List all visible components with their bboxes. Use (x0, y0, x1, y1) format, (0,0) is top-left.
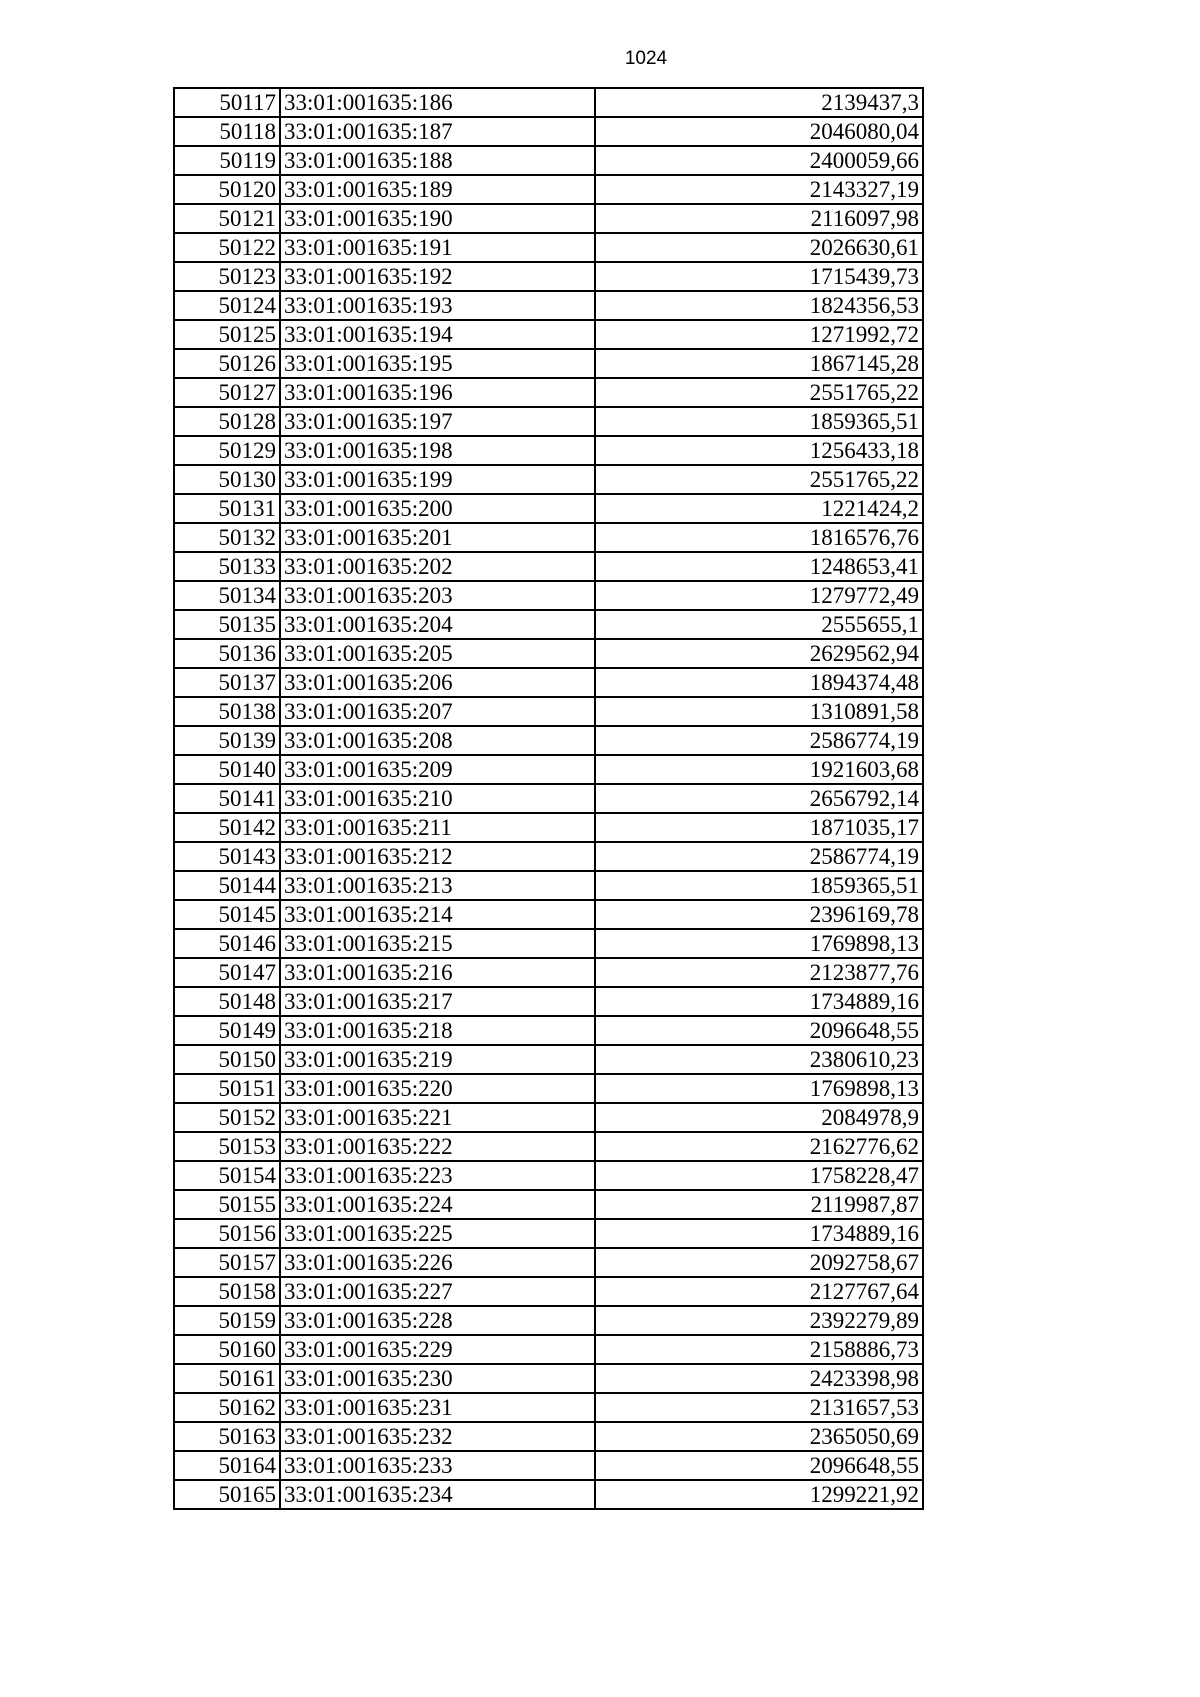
cadastral-number-cell: 33:01:001635:209 (280, 755, 595, 784)
cadastral-number-cell: 33:01:001635:202 (280, 552, 595, 581)
table-row (174, 1277, 923, 1306)
row-number-cell: 50139 (174, 726, 280, 755)
cadastral-number-cell: 33:01:001635:229 (280, 1335, 595, 1364)
cadastral-value-cell: 1299221,92 (595, 1480, 923, 1509)
cadastral-value-cell: 1921603,68 (595, 755, 923, 784)
cadastral-number-cell: 33:01:001635:226 (280, 1248, 595, 1277)
table-row (174, 697, 923, 726)
cadastral-value-cell: 2551765,22 (595, 378, 923, 407)
table-row (174, 871, 923, 900)
row-number-cell: 50153 (174, 1132, 280, 1161)
cadastral-number-cell: 33:01:001635:217 (280, 987, 595, 1016)
cadastral-number-cell: 33:01:001635:196 (280, 378, 595, 407)
table-row (174, 987, 923, 1016)
row-number-cell: 50135 (174, 610, 280, 639)
cadastral-value-cell: 1221424,2 (595, 494, 923, 523)
cadastral-value-cell: 2365050,69 (595, 1422, 923, 1451)
row-number-cell: 50140 (174, 755, 280, 784)
row-number-cell: 50120 (174, 175, 280, 204)
row-number-cell: 50162 (174, 1393, 280, 1422)
cadastral-number-cell: 33:01:001635:211 (280, 813, 595, 842)
table-row (174, 1306, 923, 1335)
cadastral-number-cell: 33:01:001635:189 (280, 175, 595, 204)
cadastral-value-cell: 2139437,3 (595, 88, 923, 117)
table-row (174, 320, 923, 349)
table-row (174, 1132, 923, 1161)
table-row (174, 1335, 923, 1364)
cadastral-number-cell: 33:01:001635:207 (280, 697, 595, 726)
row-number-cell: 50145 (174, 900, 280, 929)
cadastral-number-cell: 33:01:001635:227 (280, 1277, 595, 1306)
row-number-cell: 50130 (174, 465, 280, 494)
cadastral-number-cell: 33:01:001635:220 (280, 1074, 595, 1103)
cadastral-number-cell: 33:01:001635:223 (280, 1161, 595, 1190)
cadastral-value-cell: 1256433,18 (595, 436, 923, 465)
cadastral-number-cell: 33:01:001635:212 (280, 842, 595, 871)
table-row (174, 465, 923, 494)
table-row (174, 639, 923, 668)
cadastral-value-cell: 2143327,19 (595, 175, 923, 204)
cadastral-number-cell: 33:01:001635:190 (280, 204, 595, 233)
cadastral-value-cell: 2400059,66 (595, 146, 923, 175)
cadastral-number-cell: 33:01:001635:192 (280, 262, 595, 291)
table-row (174, 900, 923, 929)
cadastral-value-cell: 1816576,76 (595, 523, 923, 552)
cadastral-value-cell: 1271992,72 (595, 320, 923, 349)
cadastral-number-cell: 33:01:001635:221 (280, 1103, 595, 1132)
cadastral-value-cell: 2158886,73 (595, 1335, 923, 1364)
row-number-cell: 50136 (174, 639, 280, 668)
table-row (174, 813, 923, 842)
table-row (174, 436, 923, 465)
cadastral-number-cell: 33:01:001635:206 (280, 668, 595, 697)
cadastral-value-cell: 1734889,16 (595, 1219, 923, 1248)
cadastral-number-cell: 33:01:001635:230 (280, 1364, 595, 1393)
table-row (174, 958, 923, 987)
cadastral-value-cell: 2551765,22 (595, 465, 923, 494)
cadastral-value-cell: 1824356,53 (595, 291, 923, 320)
row-number-cell: 50150 (174, 1045, 280, 1074)
row-number-cell: 50129 (174, 436, 280, 465)
cadastral-value-cell: 2392279,89 (595, 1306, 923, 1335)
row-number-cell: 50151 (174, 1074, 280, 1103)
row-number-cell: 50127 (174, 378, 280, 407)
table-row (174, 1103, 923, 1132)
cadastral-number-cell: 33:01:001635:215 (280, 929, 595, 958)
row-number-cell: 50132 (174, 523, 280, 552)
page-number: 1024 (624, 48, 668, 69)
cadastral-value-cell: 1859365,51 (595, 871, 923, 900)
cadastral-value-cell: 2131657,53 (595, 1393, 923, 1422)
row-number-cell: 50141 (174, 784, 280, 813)
row-number-cell: 50119 (174, 146, 280, 175)
table-row (174, 784, 923, 813)
table-row (174, 1393, 923, 1422)
table-row (174, 726, 923, 755)
cadastral-number-cell: 33:01:001635:231 (280, 1393, 595, 1422)
cadastral-number-cell: 33:01:001635:233 (280, 1451, 595, 1480)
cadastral-number-cell: 33:01:001635:234 (280, 1480, 595, 1509)
table-row (174, 755, 923, 784)
row-number-cell: 50158 (174, 1277, 280, 1306)
row-number-cell: 50147 (174, 958, 280, 987)
cadastral-number-cell: 33:01:001635:228 (280, 1306, 595, 1335)
cadastral-number-cell: 33:01:001635:203 (280, 581, 595, 610)
row-number-cell: 50117 (174, 88, 280, 117)
cadastral-number-cell: 33:01:001635:224 (280, 1190, 595, 1219)
cadastral-value-cell: 2119987,87 (595, 1190, 923, 1219)
cadastral-number-cell: 33:01:001635:197 (280, 407, 595, 436)
cadastral-value-cell: 2084978,9 (595, 1103, 923, 1132)
table-row (174, 581, 923, 610)
table-row (174, 523, 923, 552)
row-number-cell: 50156 (174, 1219, 280, 1248)
cadastral-value-cell: 2162776,62 (595, 1132, 923, 1161)
row-number-cell: 50131 (174, 494, 280, 523)
cadastral-value-cell: 2380610,23 (595, 1045, 923, 1074)
cadastral-number-cell: 33:01:001635:232 (280, 1422, 595, 1451)
table-row (174, 668, 923, 697)
table-row (174, 233, 923, 262)
cadastral-number-cell: 33:01:001635:204 (280, 610, 595, 639)
cadastral-value-cell: 1734889,16 (595, 987, 923, 1016)
table-row (174, 1219, 923, 1248)
row-number-cell: 50122 (174, 233, 280, 262)
cadastral-number-cell: 33:01:001635:208 (280, 726, 595, 755)
cadastral-value-cell: 1867145,28 (595, 349, 923, 378)
row-number-cell: 50157 (174, 1248, 280, 1277)
row-number-cell: 50161 (174, 1364, 280, 1393)
cadastral-number-cell: 33:01:001635:213 (280, 871, 595, 900)
table-row (174, 1074, 923, 1103)
cadastral-value-cell: 2096648,55 (595, 1451, 923, 1480)
cadastral-value-cell: 2096648,55 (595, 1016, 923, 1045)
row-number-cell: 50124 (174, 291, 280, 320)
cadastral-number-cell: 33:01:001635:188 (280, 146, 595, 175)
table-row (174, 146, 923, 175)
cadastral-value-cell: 2123877,76 (595, 958, 923, 987)
table-body (174, 88, 923, 1509)
table-row (174, 1422, 923, 1451)
cadastral-value-cell: 2656792,14 (595, 784, 923, 813)
row-number-cell: 50149 (174, 1016, 280, 1045)
cadastral-number-cell: 33:01:001635:219 (280, 1045, 595, 1074)
cadastral-number-cell: 33:01:001635:205 (280, 639, 595, 668)
table-row (174, 1161, 923, 1190)
cadastral-value-cell: 1769898,13 (595, 1074, 923, 1103)
row-number-cell: 50134 (174, 581, 280, 610)
row-number-cell: 50148 (174, 987, 280, 1016)
cadastral-value-cell: 1279772,49 (595, 581, 923, 610)
table-row (174, 1480, 923, 1509)
row-number-cell: 50126 (174, 349, 280, 378)
row-number-cell: 50128 (174, 407, 280, 436)
table-row (174, 1364, 923, 1393)
cadastral-value-cell: 1859365,51 (595, 407, 923, 436)
row-number-cell: 50160 (174, 1335, 280, 1364)
table-row (174, 1016, 923, 1045)
cadastral-value-cell: 2586774,19 (595, 726, 923, 755)
row-number-cell: 50155 (174, 1190, 280, 1219)
cadastral-number-cell: 33:01:001635:222 (280, 1132, 595, 1161)
cadastral-value-cell: 2116097,98 (595, 204, 923, 233)
cadastral-number-cell: 33:01:001635:210 (280, 784, 595, 813)
cadastral-number-cell: 33:01:001635:216 (280, 958, 595, 987)
cadastral-value-cell: 2423398,98 (595, 1364, 923, 1393)
cadastral-value-table (173, 87, 924, 1510)
table-row (174, 117, 923, 146)
cadastral-number-cell: 33:01:001635:195 (280, 349, 595, 378)
table-row (174, 929, 923, 958)
table-row (174, 88, 923, 117)
row-number-cell: 50137 (174, 668, 280, 697)
cadastral-value-cell: 1758228,47 (595, 1161, 923, 1190)
row-number-cell: 50118 (174, 117, 280, 146)
table-row (174, 349, 923, 378)
cadastral-number-cell: 33:01:001635:198 (280, 436, 595, 465)
row-number-cell: 50159 (174, 1306, 280, 1335)
row-number-cell: 50152 (174, 1103, 280, 1132)
row-number-cell: 50121 (174, 204, 280, 233)
cadastral-value-cell: 1769898,13 (595, 929, 923, 958)
row-number-cell: 50154 (174, 1161, 280, 1190)
cadastral-value-cell: 1715439,73 (595, 262, 923, 291)
row-number-cell: 50125 (174, 320, 280, 349)
cadastral-value-cell: 2026630,61 (595, 233, 923, 262)
cadastral-number-cell: 33:01:001635:191 (280, 233, 595, 262)
cadastral-value-cell: 1310891,58 (595, 697, 923, 726)
row-number-cell: 50133 (174, 552, 280, 581)
cadastral-number-cell: 33:01:001635:193 (280, 291, 595, 320)
cadastral-number-cell: 33:01:001635:200 (280, 494, 595, 523)
row-number-cell: 50143 (174, 842, 280, 871)
cadastral-value-cell: 2555655,1 (595, 610, 923, 639)
cadastral-value-cell: 2586774,19 (595, 842, 923, 871)
table-row (174, 204, 923, 233)
cadastral-value-cell: 1871035,17 (595, 813, 923, 842)
row-number-cell: 50123 (174, 262, 280, 291)
table-row (174, 1045, 923, 1074)
cadastral-number-cell: 33:01:001635:186 (280, 88, 595, 117)
cadastral-value-cell: 2046080,04 (595, 117, 923, 146)
cadastral-number-cell: 33:01:001635:218 (280, 1016, 595, 1045)
cadastral-number-cell: 33:01:001635:201 (280, 523, 595, 552)
table-row (174, 262, 923, 291)
cadastral-value-cell: 2629562,94 (595, 639, 923, 668)
table-row (174, 1248, 923, 1277)
cadastral-number-cell: 33:01:001635:187 (280, 117, 595, 146)
table-row (174, 1190, 923, 1219)
table-row (174, 494, 923, 523)
row-number-cell: 50142 (174, 813, 280, 842)
table-row (174, 552, 923, 581)
cadastral-number-cell: 33:01:001635:194 (280, 320, 595, 349)
cadastral-value-cell: 1894374,48 (595, 668, 923, 697)
table-row (174, 378, 923, 407)
table-row (174, 610, 923, 639)
cadastral-value-cell: 2092758,67 (595, 1248, 923, 1277)
row-number-cell: 50165 (174, 1480, 280, 1509)
row-number-cell: 50164 (174, 1451, 280, 1480)
row-number-cell: 50138 (174, 697, 280, 726)
cadastral-number-cell: 33:01:001635:199 (280, 465, 595, 494)
row-number-cell: 50163 (174, 1422, 280, 1451)
cadastral-value-cell: 1248653,41 (595, 552, 923, 581)
table-row (174, 842, 923, 871)
table-row (174, 291, 923, 320)
row-number-cell: 50144 (174, 871, 280, 900)
row-number-cell: 50146 (174, 929, 280, 958)
cadastral-value-cell: 2396169,78 (595, 900, 923, 929)
cadastral-value-cell: 2127767,64 (595, 1277, 923, 1306)
table-row (174, 1451, 923, 1480)
cadastral-number-cell: 33:01:001635:225 (280, 1219, 595, 1248)
table-row (174, 175, 923, 204)
cadastral-number-cell: 33:01:001635:214 (280, 900, 595, 929)
table-row (174, 407, 923, 436)
